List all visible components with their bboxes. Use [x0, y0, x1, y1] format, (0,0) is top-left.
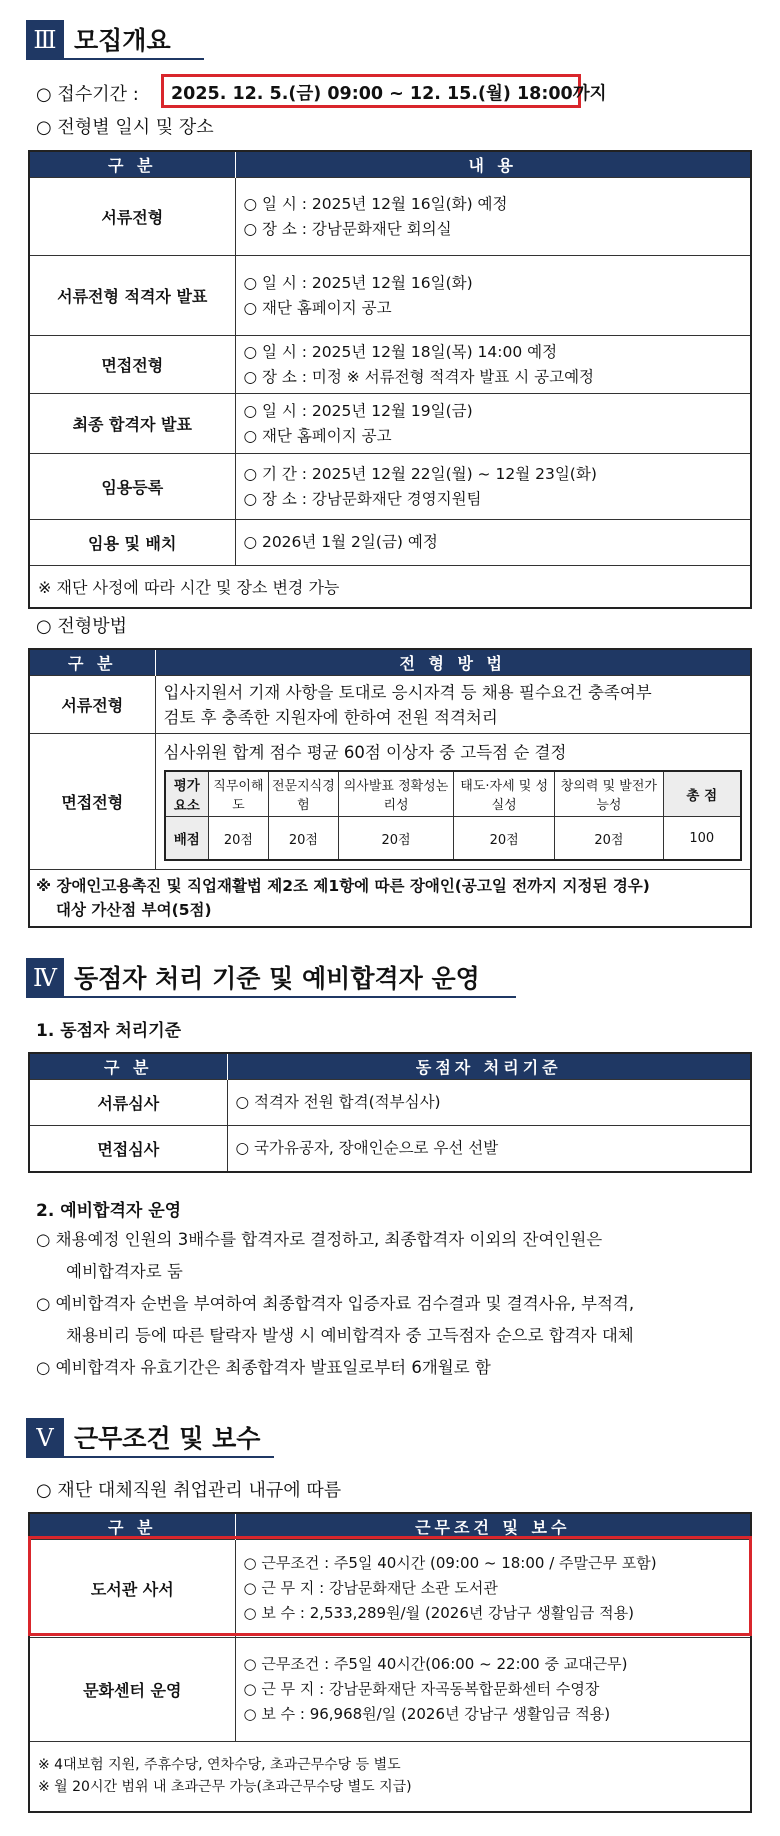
row-label: 최종 합격자 발표 — [29, 394, 235, 454]
row-detail — [227, 1126, 751, 1172]
score-cell: 배점 — [165, 817, 209, 861]
schedule-header-content: 내 용 — [235, 151, 751, 178]
interview-detail — [155, 734, 751, 870]
score-header: 평가 요소 — [165, 771, 209, 817]
table-row — [29, 336, 751, 394]
detail-line: ○ 일 시 : 2025년 12월 19일(금) — [243, 401, 473, 420]
score-cell: 20점 — [555, 817, 663, 861]
bullet-line: 예비합격자로 둠 — [66, 1262, 183, 1281]
section-3-number: Ⅲ — [26, 20, 64, 60]
bullet-line: 채용비리 등에 따른 탈락자 발생 시 예비합격자 중 고득점자 순으로 합격자 대체 — [66, 1326, 634, 1345]
section-3-heading — [26, 20, 204, 60]
table-row — [29, 520, 751, 566]
table-row — [29, 178, 751, 256]
table-row — [29, 454, 751, 520]
method-note-line: 대상 가산점 부여(5점) — [56, 901, 212, 919]
row-detail — [235, 256, 751, 336]
tie-header-category: 구 분 — [29, 1053, 227, 1080]
method-note-line: ※ 장애인고용촉진 및 직업재활법 제2조 제1항에 따른 장애인(공고일 전까지 지정된 경우) — [36, 877, 650, 895]
section-5-number: Ⅴ — [26, 1418, 64, 1458]
table-row — [29, 394, 751, 454]
method-label: ○ 전형방법 — [36, 616, 127, 637]
detail-line: ○ 일 시 : 2025년 12월 16일(화) 예정 — [243, 194, 508, 213]
section-4-title: 동점자 처리 기준 및 예비합격자 운영 — [64, 958, 516, 998]
detail-line: ○ 장 소 : 미정 ※ 서류전형 적격자 발표 시 공고예정 — [243, 367, 595, 386]
method-note — [29, 870, 751, 928]
list-item — [36, 1288, 756, 1352]
doc-label: 서류전형 — [29, 676, 155, 734]
schedule-label: ○ 전형별 일시 및 장소 — [36, 117, 214, 138]
period-value: 2025. 12. 5.(금) 09:00 ~ 12. 15.(월) 18:00까지 — [171, 84, 607, 104]
table-row — [29, 1126, 751, 1172]
score-header: 총 점 — [663, 771, 741, 817]
detail-line: ○ 재단 홈페이지 공고 — [243, 426, 392, 445]
detail-line: ○ 일 시 : 2025년 12월 18일(목) 14:00 예정 — [243, 342, 558, 361]
interview-label: 면접전형 — [29, 734, 155, 870]
detail-line: ○ 일 시 : 2025년 12월 16일(화) — [243, 273, 473, 292]
bullet-line: ○ 예비합격자 유효기간은 최종합격자 발표일로부터 6개월로 함 — [36, 1358, 491, 1377]
section-4-heading — [26, 958, 516, 998]
score-header: 의사발표 정확성논리성 — [338, 771, 453, 817]
schedule-header-category: 구 분 — [29, 151, 235, 178]
table-row — [29, 1638, 751, 1742]
row-detail — [235, 1638, 751, 1742]
row-detail — [235, 454, 751, 520]
tie-header-content: 동점자 처리기준 — [227, 1053, 751, 1080]
row-detail — [235, 394, 751, 454]
bullet-line: ○ 예비합격자 순번을 부여하여 최종합격자 입증자료 검수결과 및 결격사유, 부적격, — [36, 1294, 635, 1313]
detail-line: 검토 후 충족한 지원자에 한하여 전원 적격처리 — [163, 707, 498, 727]
row-detail — [235, 336, 751, 394]
section-5-title: 근무조건 및 보수 — [64, 1418, 274, 1458]
schedule-table — [28, 150, 752, 609]
row-detail — [227, 1080, 751, 1126]
row-label: 서류심사 — [29, 1080, 227, 1126]
method-table — [28, 648, 752, 928]
detail-line: ○ 근무조건 : 주5일 40시간(06:00 ~ 22:00 중 교대근무) — [243, 1655, 628, 1673]
detail-line: ○ 보 수 : 2,533,289원/월 (2026년 강남구 생활임금 적용) — [243, 1604, 634, 1622]
row-label: 면접심사 — [29, 1126, 227, 1172]
detail-line: ○ 적격자 전원 합격(적부심사) — [235, 1093, 441, 1111]
pay-note-line: ※ 4대보험 지원, 주휴수당, 연차수당, 초과근무수당 등 별도 — [38, 1757, 401, 1774]
detail-line: ○ 근 무 지 : 강남문화재단 자곡동복합문화센터 수영장 — [243, 1680, 600, 1698]
detail-line: 입사지원서 기재 사항을 토대로 응시자격 등 채용 필수요건 충족여부 — [163, 682, 652, 702]
row-label: 서류전형 — [29, 178, 235, 256]
reserve-bullets — [36, 1224, 756, 1384]
section-4-number: Ⅳ — [26, 958, 64, 998]
score-table — [164, 770, 743, 861]
table-row — [29, 676, 751, 734]
list-item — [36, 1352, 756, 1384]
pay-intro: ○ 재단 대체직원 취업관리 내규에 따름 — [36, 1480, 342, 1501]
table-row — [29, 256, 751, 336]
method-header-category: 구 분 — [29, 649, 155, 676]
row-label: 서류전형 적격자 발표 — [29, 256, 235, 336]
section-3-title: 모집개요 — [64, 20, 204, 60]
librarian-highlight-box — [28, 1536, 752, 1636]
pay-notes — [29, 1742, 751, 1812]
tie-subheading: 1. 동점자 처리기준 — [36, 1021, 182, 1041]
doc-detail — [155, 676, 751, 734]
bullet-line: ○ 채용예정 인원의 3배수를 합격자로 결정하고, 최종합격자 이외의 잔여인원은 — [36, 1230, 603, 1249]
score-cell: 20점 — [338, 817, 453, 861]
detail-line: ○ 2026년 1월 2일(금) 예정 — [243, 533, 438, 551]
row-detail — [235, 520, 751, 566]
row-label: 임용등록 — [29, 454, 235, 520]
interview-line: 심사위원 합계 점수 평균 60점 이상자 중 고득점 순 결정 — [163, 743, 567, 762]
score-cell: 20점 — [268, 817, 338, 861]
row-detail — [235, 178, 751, 256]
row-label: 도서관 사서 — [29, 1540, 235, 1638]
detail-line: ○ 근무조건 : 주5일 40시간 (09:00 ~ 18:00 / 주말근무 포함) — [243, 1554, 657, 1572]
detail-line: ○ 국가유공자, 장애인순으로 우선 선발 — [235, 1138, 499, 1157]
score-header: 태도·자세 및 성실성 — [454, 771, 555, 817]
pay-header-content: 근무조건 및 보수 — [235, 1513, 751, 1540]
detail-line: ○ 근 무 지 : 강남문화재단 소관 도서관 — [243, 1579, 498, 1597]
score-header: 창의력 및 발전가능성 — [555, 771, 663, 817]
row-label: 면접전형 — [29, 336, 235, 394]
pay-note-line: ※ 월 20시간 범위 내 초과근무 가능(초과근무수당 별도 지급) — [38, 1779, 412, 1796]
detail-line: ○ 보 수 : 96,968원/일 (2026년 강남구 생활임금 적용) — [243, 1705, 611, 1723]
table-row — [29, 734, 751, 870]
method-header-content: 전 형 방 법 — [155, 649, 751, 676]
reserve-subheading: 2. 예비합격자 운영 — [36, 1201, 182, 1221]
list-item — [36, 1224, 756, 1288]
table-row — [29, 1080, 751, 1126]
score-cell: 20점 — [454, 817, 555, 861]
tie-table — [28, 1052, 752, 1173]
row-label: 문화센터 운영 — [29, 1638, 235, 1742]
score-header: 전문지식경험 — [268, 771, 338, 817]
detail-line: ○ 장 소 : 강남문화재단 회의실 — [243, 219, 452, 238]
score-cell: 20점 — [209, 817, 269, 861]
score-header: 직무이해도 — [209, 771, 269, 817]
pay-header-category: 구 분 — [29, 1513, 235, 1540]
detail-line: ○ 재단 홈페이지 공고 — [243, 298, 392, 317]
detail-line: ○ 장 소 : 강남문화재단 경영지원팀 — [243, 489, 482, 508]
score-cell: 100 — [663, 817, 741, 861]
row-label: 임용 및 배치 — [29, 520, 235, 566]
detail-line: ○ 기 간 : 2025년 12월 22일(월) ~ 12월 23일(화) — [243, 464, 597, 483]
schedule-note: ※ 재단 사정에 따라 시간 및 장소 변경 가능 — [29, 566, 751, 608]
period-label: ○ 접수기간 : — [36, 84, 139, 105]
section-5-heading — [26, 1418, 274, 1458]
